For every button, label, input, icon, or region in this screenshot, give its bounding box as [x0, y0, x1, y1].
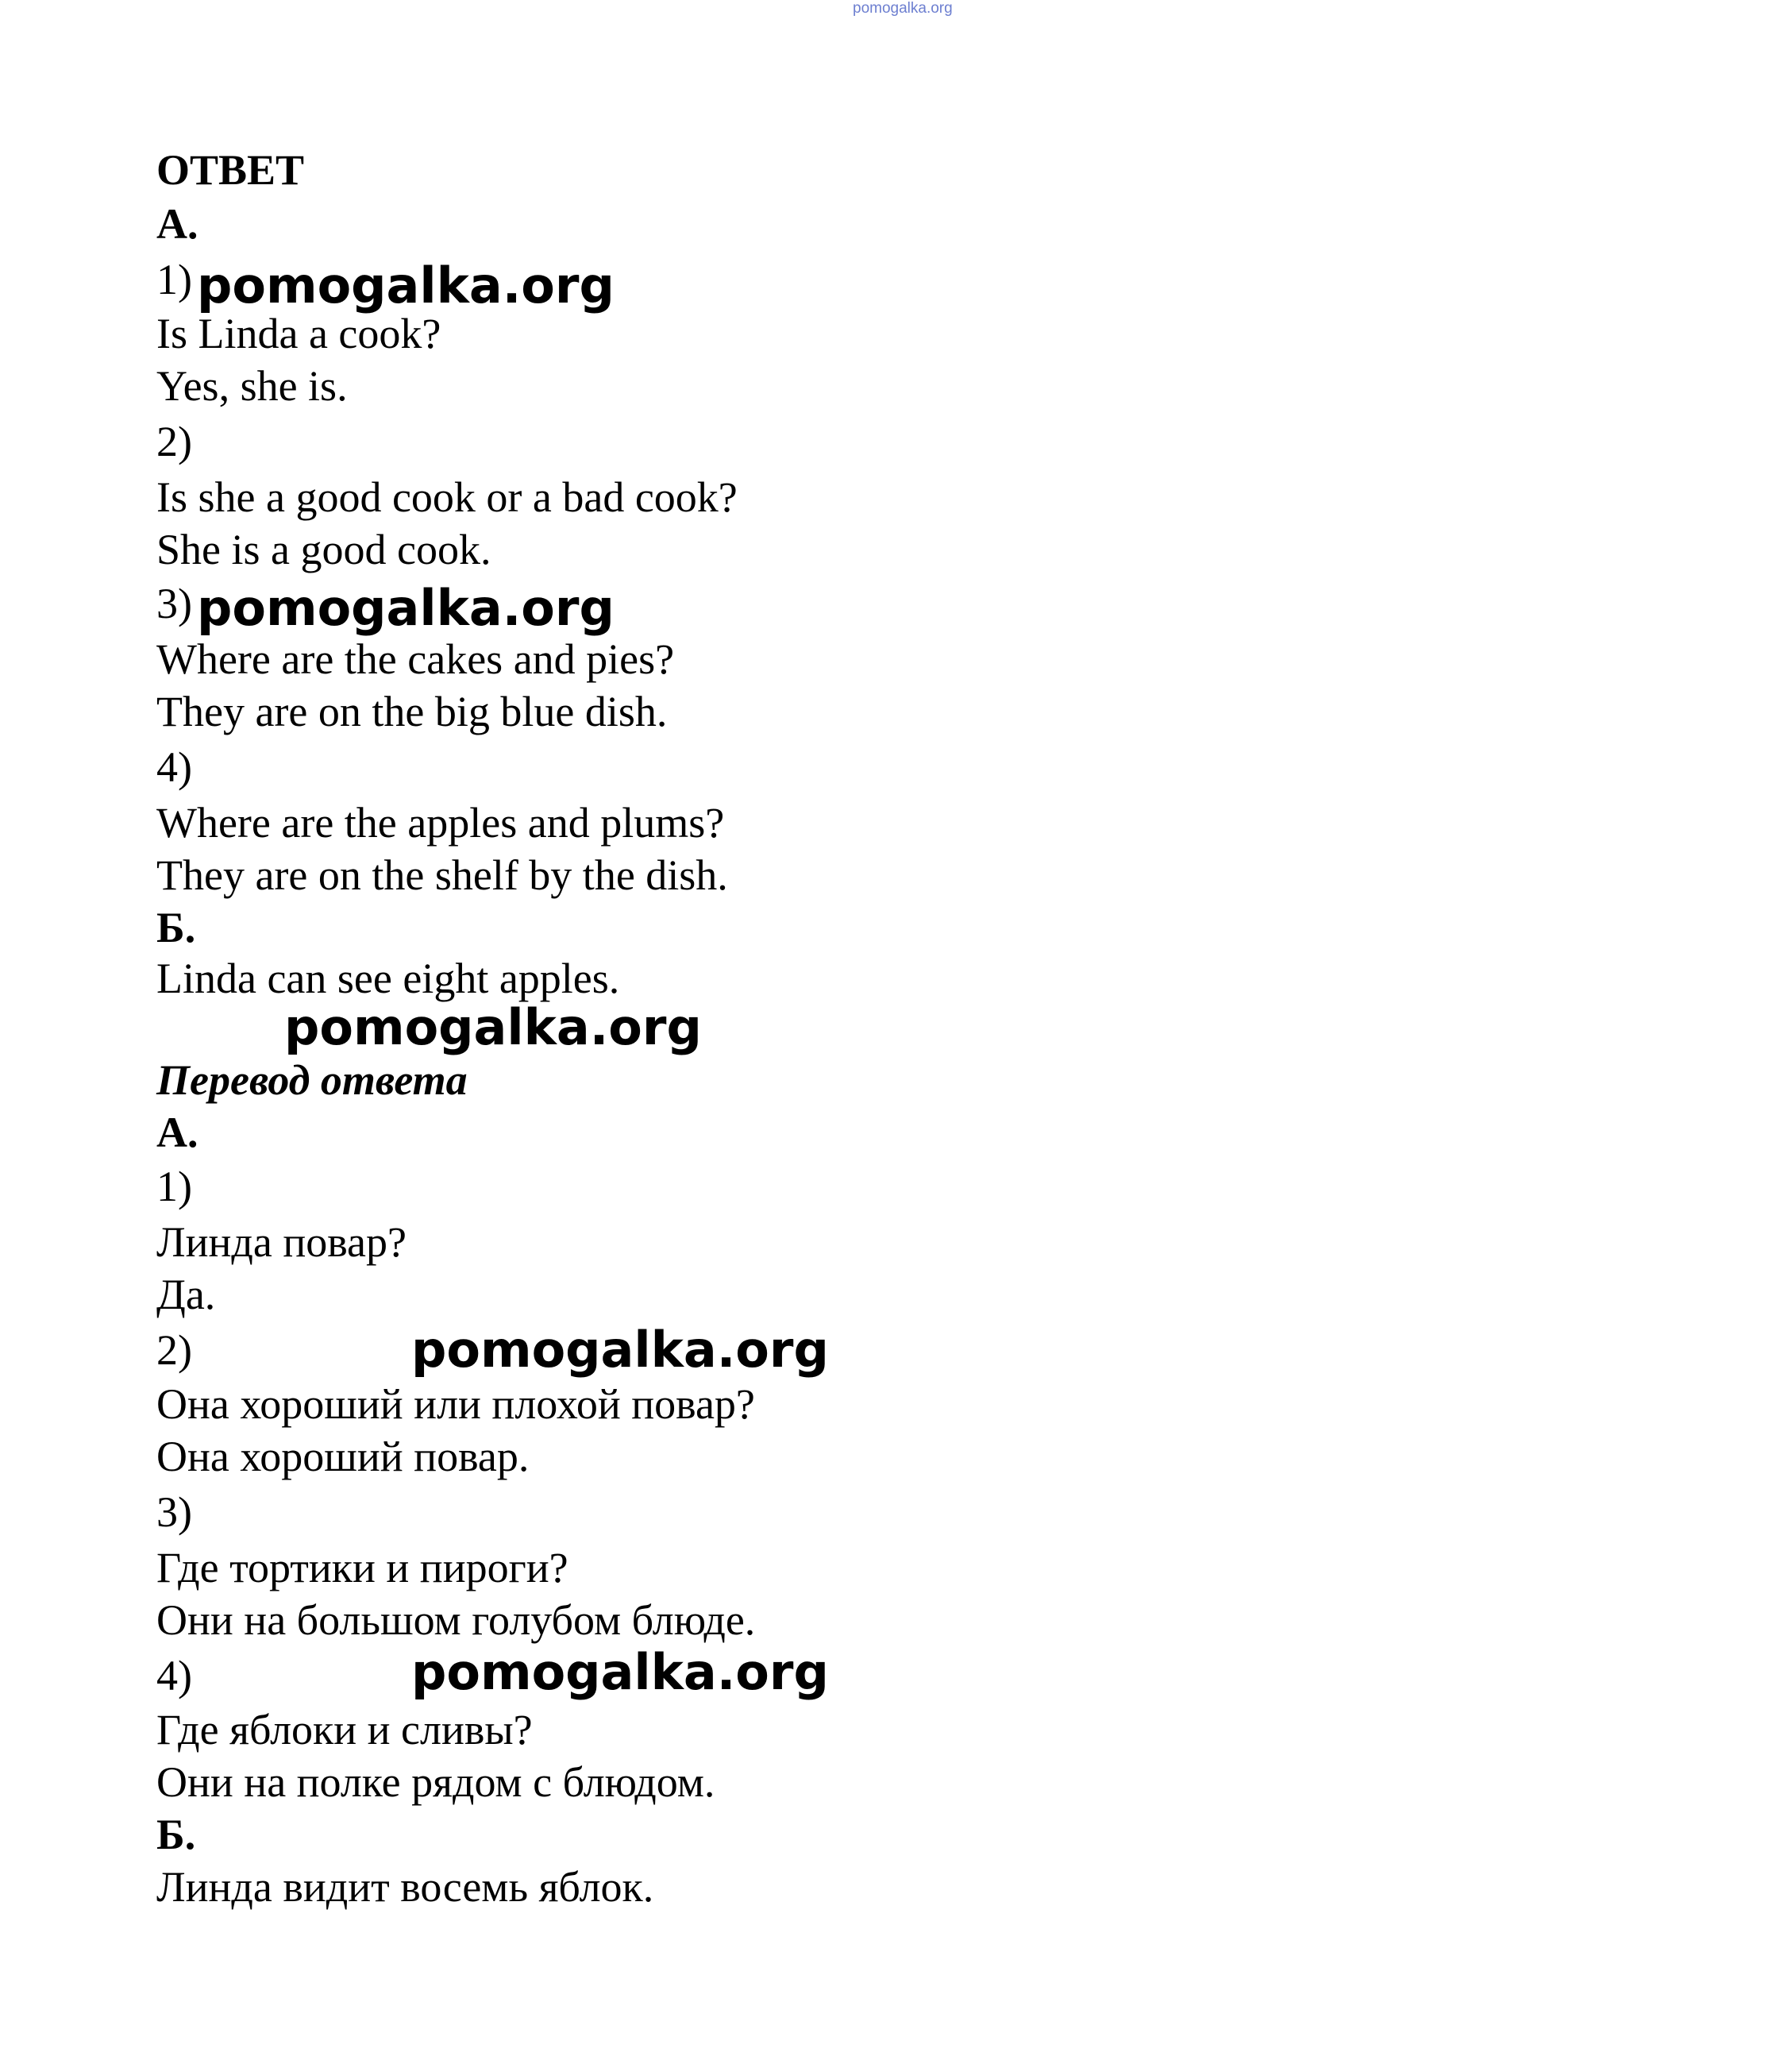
translation-item-3-question: Где тортики и пироги? [156, 1544, 568, 1591]
translation-item-3-answer: Они на большом голубом блюде. [156, 1596, 756, 1644]
translation-item-4-answer: Они на полке рядом с блюдом. [156, 1758, 715, 1806]
translation-heading: Перевод ответа [156, 1056, 468, 1104]
translation-section-a-label: А. [156, 1109, 198, 1156]
answer-item-3-number: 3) [156, 580, 192, 627]
translation-section-b-label: Б. [156, 1811, 196, 1858]
answer-item-3-question: Where are the cakes and pies? [156, 635, 675, 683]
answer-item-1-question: Is Linda a cook? [156, 310, 441, 357]
answer-section-b-label: Б. [156, 904, 196, 951]
answer-section-a-label: А. [156, 200, 198, 248]
answer-item-2-question: Is she a good cook or a bad cook? [156, 473, 738, 521]
translation-section-b-text: Линда видит восемь яблок. [156, 1863, 654, 1911]
watermark: pomogalka.org [197, 257, 615, 314]
translation-item-1-number: 1) [156, 1163, 192, 1210]
answer-item-1-number: 1) [156, 256, 192, 303]
translation-item-2-answer: Она хороший повар. [156, 1433, 530, 1480]
watermark: pomogalka.org [284, 998, 702, 1056]
watermark: pomogalka.org [197, 579, 615, 637]
translation-item-2-question: Она хороший или плохой повар? [156, 1380, 755, 1428]
answer-item-4-answer: They are on the shelf by the dish. [156, 851, 728, 899]
translation-item-1-answer: Да. [156, 1271, 216, 1318]
answer-item-4-number: 4) [156, 743, 192, 791]
answer-heading: ОТВЕТ [156, 146, 305, 194]
watermark: pomogalka.org [411, 1643, 829, 1701]
answer-item-2-answer: She is a good cook. [156, 526, 491, 573]
answer-section-b-text: Linda can see eight apples. [156, 955, 620, 1002]
translation-item-2-number: 2) [156, 1326, 192, 1374]
answer-item-3-answer: They are on the big blue dish. [156, 688, 668, 735]
watermark: pomogalka.org [411, 1321, 829, 1379]
answer-item-1-answer: Yes, she is. [156, 362, 348, 410]
header-watermark: pomogalka.org [853, 0, 953, 17]
translation-item-4-question: Где яблоки и сливы? [156, 1706, 533, 1753]
answer-item-2-number: 2) [156, 418, 192, 465]
translation-item-4-number: 4) [156, 1652, 192, 1699]
translation-item-1-question: Линда повар? [156, 1218, 407, 1266]
answer-item-4-question: Where are the apples and plums? [156, 799, 725, 847]
translation-item-3-number: 3) [156, 1488, 192, 1536]
